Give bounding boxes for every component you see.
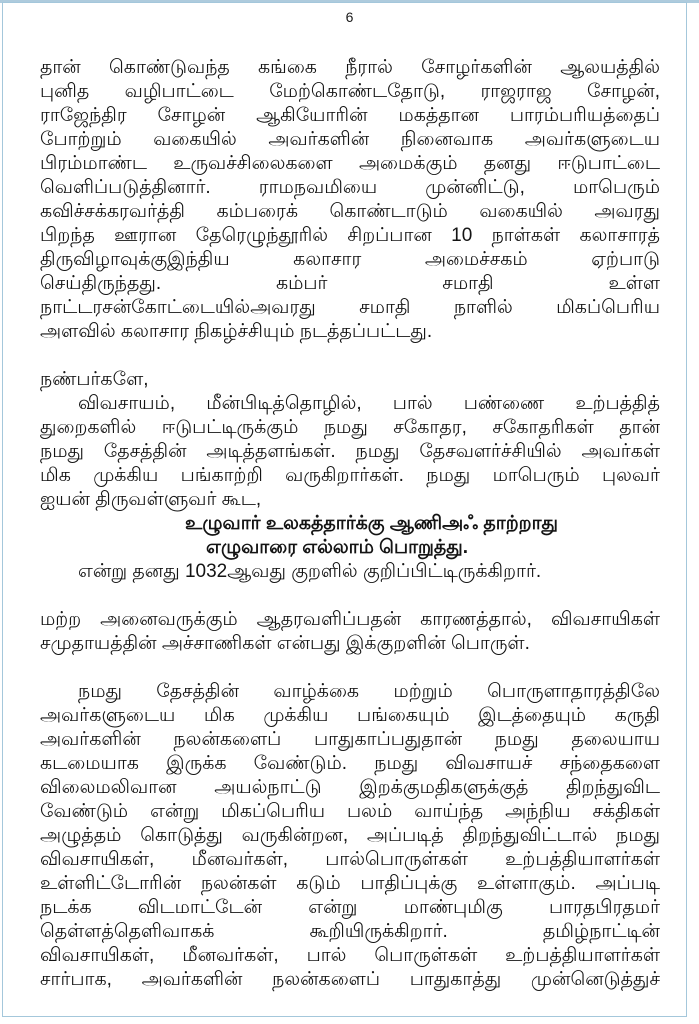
text-line: அவர்களுடைய மிக முக்கிய பங்கையும் இடத்தையும் கருதி: [40, 705, 660, 726]
text-line: உள்ளிட்டோரின் நலன்கள் கடும் பாதிப்புக்கு உள்ளாகும். அப்படி: [40, 873, 660, 894]
text-line: என்று தனது 1032ஆவது குறளில் குறிப்பிட்டிருக்கிறார்.: [78, 561, 542, 582]
text-line: விவசாயிகள், மீனவர்கள், பால் பொருள்கள் உற்பத்தியாளர்கள்: [40, 945, 660, 966]
text-line: புனித வழிபாட்டை மேற்கொண்டதோடு, ராஜராஜ சோழன்,: [40, 81, 660, 102]
text-line: விலைமலிவான அயல்நாட்டு இறக்குமதிகளுக்குத் திறந்துவிட: [40, 777, 660, 798]
text-line: தான் கொண்டுவந்த கங்கை நீரால் சோழர்களின் ஆலயத்தில்: [40, 57, 660, 78]
text-line: மற்ற அனைவருக்கும் ஆதரவளிப்பதன் காரணத்தால், விவசாயிகள்: [40, 609, 660, 630]
text-line: நண்பர்களே,: [40, 369, 149, 390]
text-line: ராஜேந்திர சோழன் ஆகியோரின் மகத்தான பாரம்பரியத்தைப்: [40, 105, 660, 126]
text-line: செய்திருந்தது. கம்பர் சமாதி உள்ள: [40, 273, 660, 294]
text-line: பிறந்த ஊரான தேரெழுந்தூரில் சிறப்பான 10 நாள்கள் கலாசாரத்: [40, 225, 660, 246]
text-line: தெள்ளத்தெளிவாகக் கூறியிருக்கிறார். தமிழ்நாட்டின்: [40, 921, 660, 942]
text-line: நடக்க விடமாட்டேன் என்று மாண்புமிகு பாரதபிரதமர்: [40, 897, 660, 918]
text-line: கடமையாக இருக்க வேண்டும். நமது விவசாயச் சந்தைகளை: [40, 753, 660, 774]
text-line: சமுதாயத்தின் அச்சாணிகள் என்பது இக்குறளின் பொருள்.: [40, 633, 530, 654]
text-line: விவசாயிகள், மீனவர்கள், பால்பொருள்கள் உற்பத்தியாளர்கள்: [40, 849, 660, 870]
page-number: 6: [345, 9, 354, 25]
paragraph-spacer: [40, 656, 660, 680]
text-line: திருவிழாவுக்குஇந்திய கலாசார அமைச்சகம் ஏற்பாடு: [40, 249, 660, 270]
text-line: அளவில் கலாசார நிகழ்ச்சியும் நடத்தப்பட்டது.: [40, 321, 433, 342]
text-line: அவர்களின் நலன்களைப் பாதுகாப்பதுதான் நமது தலையாய: [40, 729, 660, 750]
text-line: வெளிப்படுத்தினார். ராமநவமியை முன்னிட்டு, மாபெரும்: [40, 177, 660, 198]
paragraph-spacer: [40, 344, 660, 368]
text-line: வேண்டும் என்று மிகப்பெரிய பலம் வாய்ந்த அந்நிய சக்திகள்: [40, 801, 660, 822]
text-line: பிரம்மாண்ட உருவச்சிலைகளை அமைக்கும் தனது ஈடுபாட்டை: [40, 153, 660, 174]
text-line: ஐயன் திருவள்ளுவர் கூட,: [40, 489, 262, 510]
text-line: துறைகளில் ஈடுபட்டிருக்கும் நமது சகோதர, சகோதரிகள் தான்: [40, 417, 660, 438]
text-line: சார்பாக, அவர்களின் நலன்களைப் பாதுகாத்து முன்னெடுத்துச்: [40, 969, 660, 990]
page-top-border: [0, 0, 699, 3]
text-line: விவசாயம், மீன்பிடித்தொழில், பால் பண்ணை உற்பத்தித்: [78, 393, 660, 414]
text-line: மிக முக்கிய பங்காற்றி வருகிறார்கள். நமது மாபெரும் புலவர்: [40, 465, 660, 486]
kural-quote-line: உழுவார் உலகத்தார்க்கு ஆணிஅஃ தாற்றாது: [185, 513, 558, 534]
text-line: கவிச்சக்கரவர்த்தி கம்பரைக் கொண்டாடும் வகையில் அவரது: [40, 201, 660, 222]
text-line: நமது தேசத்தின் வாழ்க்கை மற்றும் பொருளாதாரத்திலே: [78, 681, 660, 702]
text-line: போற்றும் வகையில் அவர்களின் நினைவாக அவர்களுடைய: [40, 129, 660, 150]
text-line: நமது தேசத்தின் அடித்தளங்கள். நமது தேசவளர்ச்சியில் அவர்கள்: [40, 441, 660, 462]
text-line: அழுத்தம் கொடுத்து வருகின்றன, அப்படித் திறந்துவிட்டால் நமது: [40, 825, 660, 846]
text-line: நாட்டரசன்கோட்டையில்அவரது சமாதி நாளில் மிகப்பெரிய: [40, 297, 660, 318]
kural-quote-line: எழுவாரை எல்லாம் பொறுத்து.: [206, 537, 469, 558]
paragraph-spacer: [40, 584, 660, 608]
document-body-text: [40, 56, 660, 992]
